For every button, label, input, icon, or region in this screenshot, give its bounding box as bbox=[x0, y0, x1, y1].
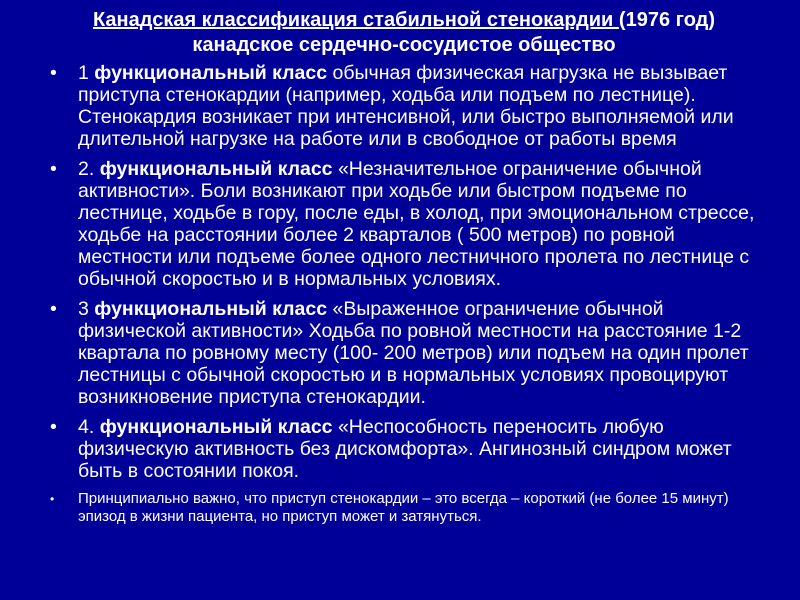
bullet-icon: • bbox=[50, 158, 57, 180]
item-prefix: 4. bbox=[78, 416, 100, 438]
item-text: «Неспособность переносить любую физическую активность без дискомфорта». Ангинозный синдром может быть в состоянии покоя. bbox=[78, 416, 732, 482]
item-bold-label: функциональный класс bbox=[99, 416, 333, 438]
title-subtitle: канадское сердечно-сосудистое общество bbox=[192, 34, 616, 56]
item-bold-label: функциональный класс bbox=[94, 298, 328, 320]
list-item-class-1 bbox=[50, 62, 758, 150]
item-prefix: 2. bbox=[78, 158, 100, 180]
title-main: Канадская классификация стабильной стенокардии bbox=[92, 9, 619, 31]
bullet-icon: • bbox=[50, 298, 57, 320]
list-item-class-4 bbox=[50, 416, 758, 482]
item-prefix: 3 bbox=[78, 298, 95, 320]
class-list bbox=[50, 62, 758, 526]
item-bold-label: функциональный класс bbox=[99, 158, 333, 180]
note-text: Принципиально важно, что приступ стенокардии – это всегда – короткий (не более 15 минут) эпизод в жизни пациента, но приступ может и затянуться. bbox=[78, 490, 729, 525]
list-item-class-2 bbox=[50, 158, 758, 290]
list-item-class-3 bbox=[50, 298, 758, 408]
item-prefix: 1 bbox=[78, 62, 95, 84]
item-text: «Незначительное ограничение обычной активности». Боли возникают при ходьбе или быстром подъеме по лестнице, ходьбе в гору, после еды, в холод, при эмоциональном стрессе, ходьбе на расстоянии более 2 кварталов ( 500 метров) по ровной местности или подъеме более одного лестничного пролета по лестнице с обычной скоростью и в нормальных условиях. bbox=[78, 158, 755, 290]
slide-title bbox=[50, 8, 758, 58]
item-bold-label: функциональный класс bbox=[94, 62, 328, 84]
bullet-icon: • bbox=[50, 492, 55, 506]
item-text: обычная физическая нагрузка не вызывает приступа стенокардии (например, ходьба или подъем по лестнице). Стенокардия возникает при интенсивной, или быстро выполняемой или длительной нагрузке на работе или в свободное от работы время bbox=[78, 62, 734, 150]
item-text: «Выраженное ограничение обычной физической активности» Ходьба по ровной местности на расстояние 1-2 квартала по ровному месту (100- 200 метров) или подъем на один пролет лестницы с обычной скоростью и в нормальных условиях провоцируют возникновение приступа стенокардии. bbox=[78, 298, 749, 408]
list-item-note bbox=[50, 490, 758, 526]
title-year: (1976 год) bbox=[618, 9, 716, 31]
bullet-icon: • bbox=[50, 416, 57, 438]
bullet-icon: • bbox=[50, 62, 57, 84]
